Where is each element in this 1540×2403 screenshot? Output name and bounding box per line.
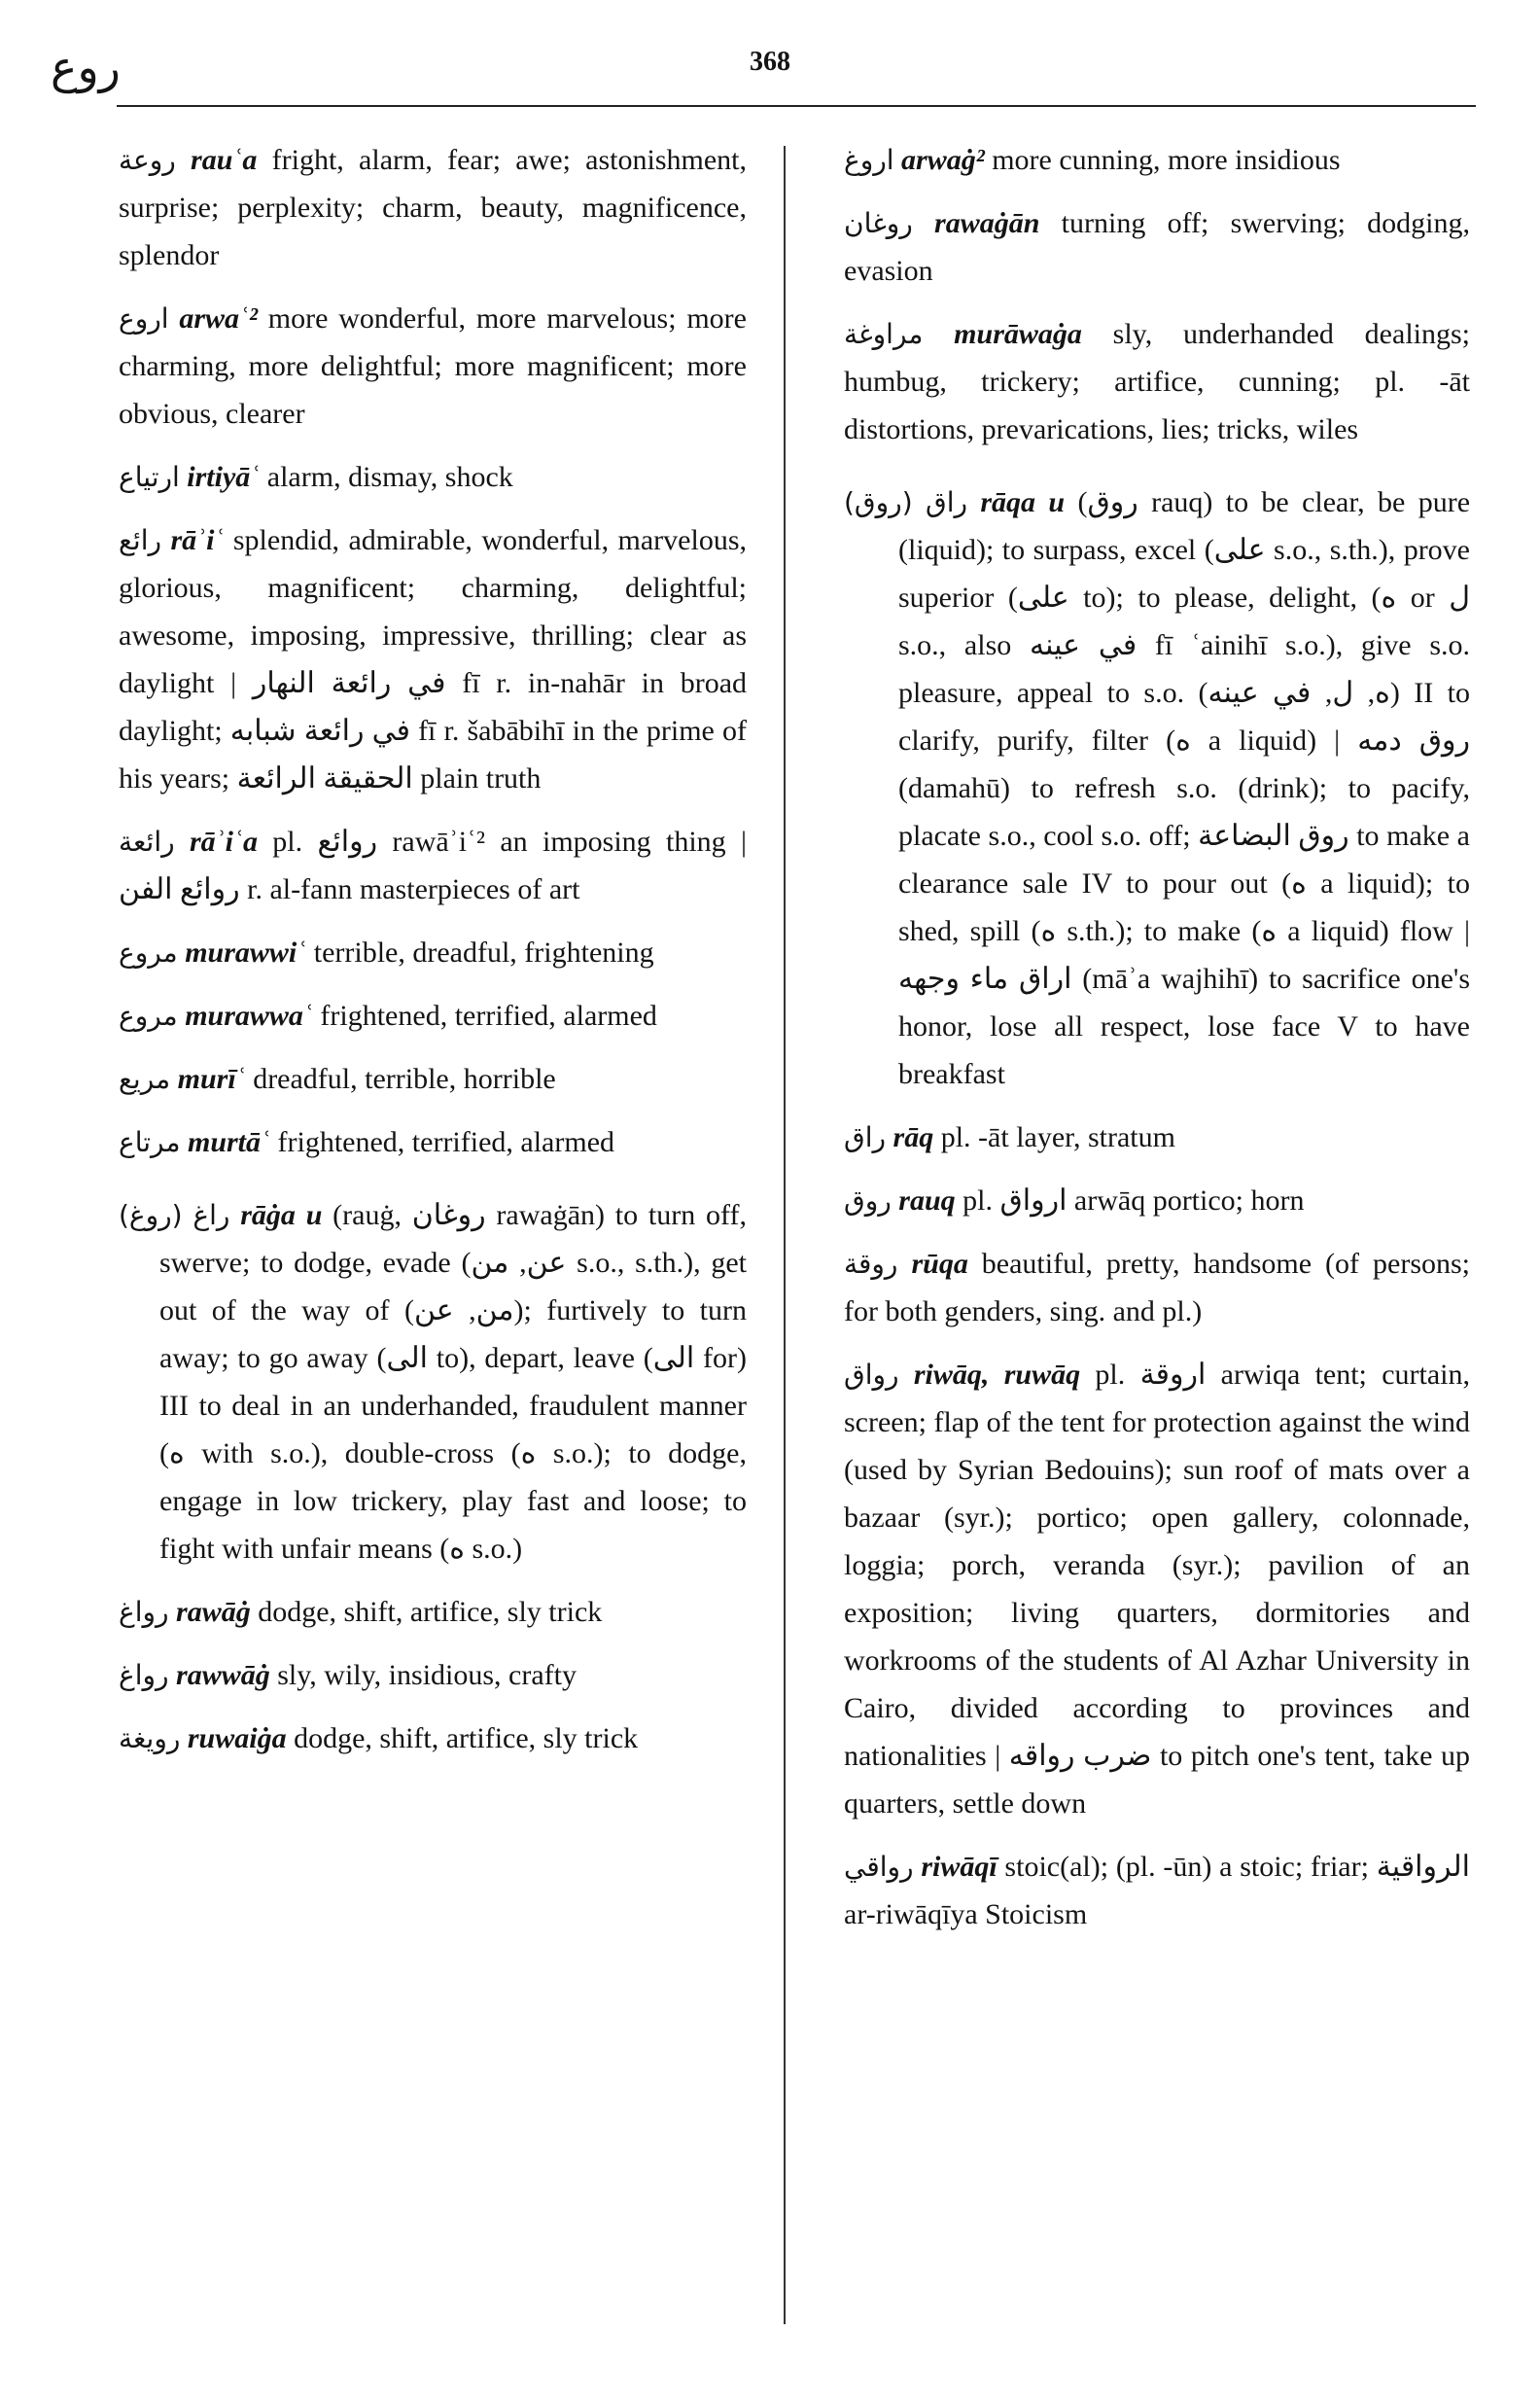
- arabic-headword: اروغ: [844, 144, 894, 176]
- definition: fright, alarm, fear; awe; astonishment, surprise; perplexity; charm, beauty, magnificence, splendor: [119, 144, 748, 271]
- definition: pl. ارواق arwāq portico; horn: [955, 1184, 1305, 1217]
- definition: sly, underhanded dealings; humbug, trickery; artifice, cunning; pl. -āt distortions, prevarications, lies; tricks, wiles: [844, 318, 1470, 445]
- transliteration: rāq: [892, 1121, 934, 1153]
- definition: alarm, dismay, shock: [260, 461, 513, 493]
- definition: frightened, terrified, alarmed: [312, 1000, 657, 1032]
- arabic-headword: رائعة: [119, 826, 175, 858]
- dictionary-entry: [844, 199, 1470, 295]
- arabic-headword: مروع: [119, 1000, 178, 1032]
- root-entry: [844, 478, 1470, 1098]
- definition: more wonderful, more marvelous; more charming, more delightful; more magnificent; more obvious, clearer: [119, 302, 747, 430]
- root-label: (روق): [844, 486, 913, 518]
- dictionary-entry: [844, 310, 1470, 453]
- dictionary-entry: [844, 1843, 1470, 1938]
- left-column: [119, 136, 747, 1778]
- definition: pl. اروقة arwiqa tent; curtain, screen; flap of the tent for protection against the wind (used by Syrian Bedouins); sun roof of mats over a bazaar (syr.); portico; open gallery, colonnade, loggia; porch, veranda (syr.); pavilion of an exposition; living quarters, dormitories and workrooms of the students of Al Azhar University in Cairo, divided according to provinces and nationalities | ضرب رواقه to pitch one's tent, take up quarters, settle down: [844, 1359, 1471, 1820]
- right-column: [844, 136, 1470, 1954]
- definition: sly, wily, insidious, crafty: [269, 1659, 577, 1691]
- dictionary-entry: [844, 1177, 1470, 1224]
- transliteration: murawwaʿ: [185, 1000, 313, 1032]
- arabic-headword: راق: [925, 486, 968, 518]
- arabic-headword: رواغ: [119, 1659, 169, 1691]
- transliteration: ruwaiġa: [187, 1722, 287, 1754]
- definition: beautiful, pretty, handsome (of persons; for both genders, sing. and pl.): [844, 1248, 1471, 1327]
- column-divider: [784, 146, 786, 2324]
- dictionary-entry: [119, 295, 747, 438]
- transliteration: rāġa u: [240, 1199, 323, 1231]
- transliteration: riwāqī: [921, 1851, 998, 1883]
- dictionary-entry: [844, 1351, 1470, 1827]
- definition: pl. روائع rawāʾiʿ² an imposing thing | روائع الفن r. al-fann masterpieces of art: [119, 826, 747, 905]
- dictionary-entry: [119, 1118, 747, 1166]
- dictionary-entry: [119, 818, 747, 913]
- definition: splendid, admirable, wonderful, marvelous, glorious, magnificent; charming, delightful; awesome, imposing, impressive, thrilling; clear as daylight | في رائعة النهار fī r. in-nahār in broad daylight; في رائعة شبابه fī r. šabābihī in the prime of his years; الحقيقة الرائعة plain truth: [119, 524, 748, 795]
- dictionary-entry: [119, 453, 747, 501]
- arabic-headword: راق: [844, 1121, 887, 1153]
- definition: terrible, dreadful, frightening: [306, 936, 654, 969]
- arabic-headword: روقة: [844, 1248, 898, 1280]
- definition: stoic(al); (pl. -ūn) a stoic; friar; الرواقية ar-riwāqīya Stoicism: [844, 1851, 1471, 1930]
- page-number: 368: [750, 47, 790, 77]
- header-root-word: روع: [51, 43, 121, 92]
- transliteration: irtiyāʿ: [187, 461, 261, 493]
- transliteration: arwaġ²: [901, 144, 985, 176]
- arabic-headword: مريع: [119, 1063, 171, 1095]
- definition: dodge, shift, artifice, sly trick: [286, 1722, 639, 1754]
- transliteration: murawwiʿ: [185, 936, 307, 969]
- arabic-headword: رواقي: [844, 1851, 914, 1883]
- arabic-headword: رواغ: [119, 1596, 169, 1628]
- transliteration: rāʾiʿa: [189, 826, 258, 858]
- definition: pl. -āt layer, stratum: [933, 1121, 1175, 1153]
- transliteration: rāʾiʿ: [170, 524, 225, 556]
- arabic-headword: مرتاع: [119, 1126, 181, 1158]
- definition: dodge, shift, artifice, sly trick: [250, 1596, 603, 1628]
- arabic-headword: روغان: [844, 207, 913, 239]
- transliteration: rauʿa: [191, 144, 258, 176]
- definition: (روق rauq) to be clear, be pure (liquid); to surpass, excel (على s.o., s.th.), prove superior (على to); to please, delight, (ه or ل s.o., also في عينه fī ʿainihī s.o.), give s.o. pleasure, appeal to s.o. (ه, ل, في عينه) II to clarify, purify, filter (ه a liquid) | روق دمه (damahū) to refresh s.o. (drink); to pacify, placate s.o., cool s.o. off; روق البضاعة to make a clearance sale IV to pour out (ه a liquid); to shed, spill (ه s.th.); to make (ه a liquid) flow | اراق ماء وجهه (māʾa wajhihī) to sacrifice one's honor, lose all respect, lose face V to have breakfast: [898, 486, 1471, 1090]
- dictionary-entry: [119, 992, 747, 1040]
- arabic-headword: مروع: [119, 936, 178, 969]
- dictionary-entry: [844, 1113, 1470, 1161]
- definition: dreadful, terrible, horrible: [245, 1063, 556, 1095]
- dictionary-entry: [844, 1240, 1470, 1335]
- dictionary-entry: [119, 1588, 747, 1636]
- dictionary-entry: [119, 516, 747, 802]
- arabic-headword: روعة: [119, 144, 176, 176]
- definition: frightened, terrified, alarmed: [270, 1126, 615, 1158]
- dictionary-entry: [844, 136, 1470, 184]
- arabic-headword: مراوغة: [844, 318, 924, 350]
- transliteration: murtāʿ: [187, 1126, 271, 1158]
- arabic-headword: ارتياع: [119, 461, 180, 493]
- definition: more cunning, more insidious: [984, 144, 1341, 176]
- transliteration: murīʿ: [177, 1063, 246, 1095]
- transliteration: rūqa: [911, 1248, 968, 1280]
- dictionary-entry: [119, 136, 747, 279]
- arabic-headword: رائع: [119, 524, 161, 556]
- arabic-headword: روق: [844, 1184, 892, 1217]
- transliteration: rawwāġ: [176, 1659, 270, 1691]
- arabic-headword: اروع: [119, 302, 169, 335]
- root-entry: [119, 1191, 747, 1573]
- arabic-headword: راغ: [192, 1199, 230, 1231]
- definition: turning off; swerving; dodging, evasion: [844, 207, 1470, 287]
- dictionary-entry: [119, 1714, 747, 1762]
- transliteration: rawāġ: [176, 1596, 251, 1628]
- transliteration: arwaʿ²: [179, 302, 258, 335]
- arabic-headword: رويغة: [119, 1722, 181, 1754]
- transliteration: rauq: [898, 1184, 956, 1217]
- dictionary-entry: [119, 1055, 747, 1103]
- transliteration: murāwaġa: [954, 318, 1082, 350]
- root-label: (روغ): [119, 1199, 183, 1231]
- definition: (rauġ, روغان rawaġān) to turn off, swerve; to dodge, evade (عن, من s.o., s.th.), get out of the way of (من, عن); furtively to turn away; to go away (الى to), depart, leave (الى for) III to deal in an underhanded, fraudulent manner (ه with s.o.), double-cross (ه s.o.); to dodge, engage in low trickery, play fast and loose; to fight with unfair means (ه s.o.): [159, 1199, 747, 1565]
- dictionary-entry: [119, 1651, 747, 1699]
- dictionary-entry: [119, 929, 747, 976]
- transliteration: rāqa u: [980, 486, 1066, 518]
- transliteration: rawaġān: [934, 207, 1040, 239]
- transliteration: riwāq, ruwāq: [913, 1359, 1081, 1391]
- header-rule: [117, 105, 1476, 107]
- arabic-headword: رواق: [844, 1359, 899, 1391]
